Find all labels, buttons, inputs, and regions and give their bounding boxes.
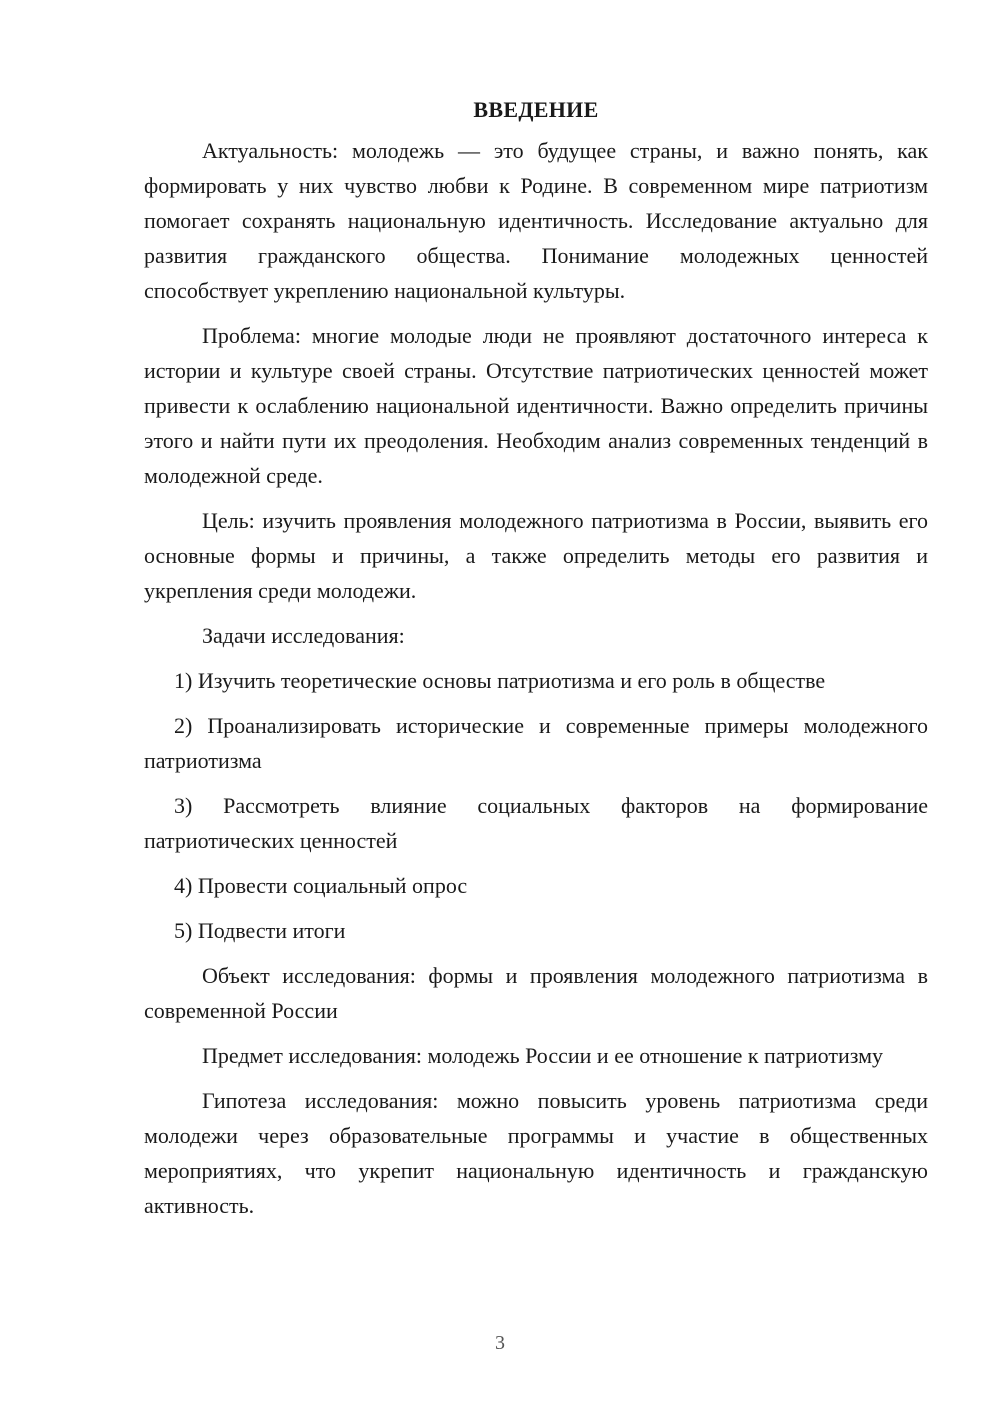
- problem-paragraph: Проблема: многие молодые люди не проявляют достаточного интереса к истории и культуре своей страны. Отсутствие патриотических ценностей может привести к ослаблению национальной идентичности. Важно определить причины этого и найти пути их преодоления. Необходим анализ современных тенденций в молодежной среде.: [144, 323, 928, 488]
- object-paragraph: Объект исследования: формы и проявления молодежного патриотизма в современной России: [144, 963, 928, 1023]
- document-page: [144, 92, 928, 1233]
- task-item: 2) Проанализировать исторические и современные примеры молодежного патриотизма: [144, 713, 928, 773]
- goal-paragraph: Цель: изучить проявления молодежного патриотизма в России, выявить его основные формы и причины, а также определить методы его развития и укрепления среди молодежи.: [144, 508, 928, 603]
- tasks-list: [144, 663, 928, 948]
- subject-paragraph: Предмет исследования: молодежь России и ее отношение к патриотизму: [202, 1043, 884, 1068]
- hypothesis-paragraph: Гипотеза исследования: можно повысить уровень патриотизма среди молодежи через образовательные программы и участие в общественных мероприятиях, что укрепит национальную идентичность и гражданскую активность.: [144, 1088, 928, 1218]
- section-title: ВВЕДЕНИЕ: [473, 97, 599, 122]
- tasks-heading: Задачи исследования:: [202, 623, 405, 648]
- task-item: 4) Провести социальный опрос: [174, 873, 468, 898]
- page-number: 3: [495, 1332, 505, 1354]
- relevance-paragraph: Актуальность: молодежь — это будущее страны, и важно понять, как формировать у них чувство любви к Родине. В современном мире патриотизм помогает сохранять национальную идентичность. Исследование актуально для развития гражданского общества. Понимание молодежных ценностей способствует укреплению национальной культуры.: [144, 138, 928, 303]
- task-item: 1) Изучить теоретические основы патриотизма и его роль в обществе: [174, 668, 826, 693]
- task-item: 3) Рассмотреть влияние социальных факторов на формирование патриотических ценностей: [144, 793, 928, 853]
- task-item: 5) Подвести итоги: [174, 918, 346, 943]
